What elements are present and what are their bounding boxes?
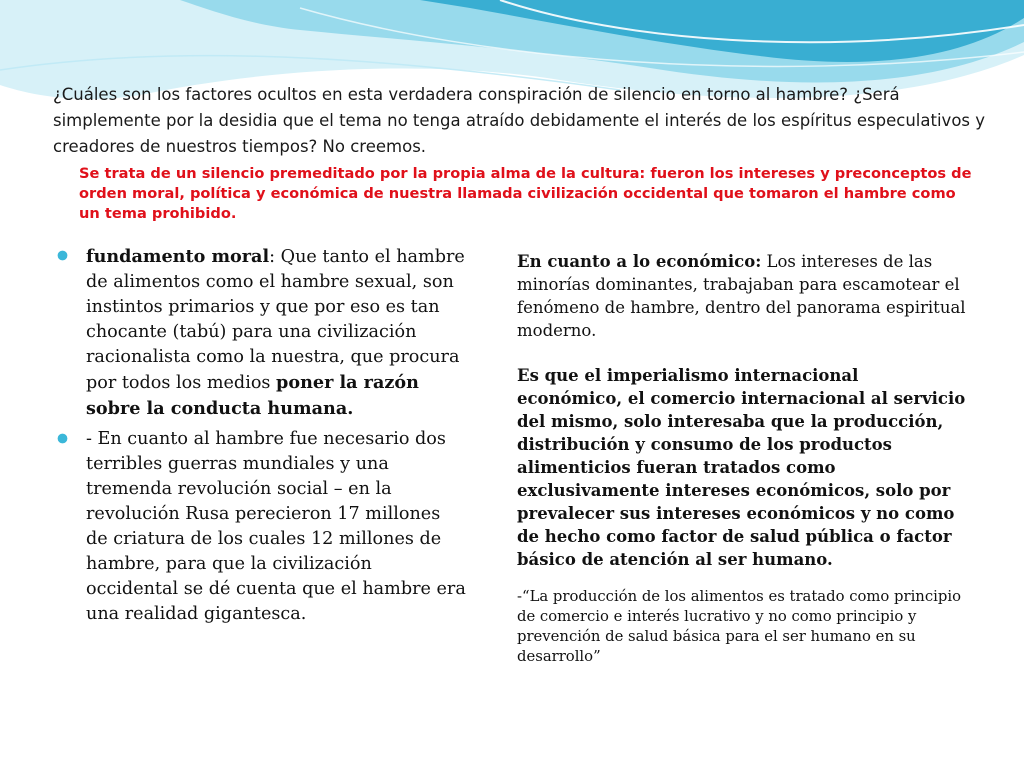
highlight-paragraph: Se trata de un silencio premeditado por la propia alma de la cultura: fueron los intereses y preconceptos de orden moral, política y económica de nuestra llamada civilización occidental que tomaron el hambre como un tema prohibido. — [79, 165, 972, 222]
round-bullet-icon — [56, 432, 69, 445]
moral-text: : Que tanto el hambre de alimentos como el hambre sexual, son instintos primarios y que por eso es tan chocante (tabú) para una civilización racionalista como la nuestra, que procura por todos los medios — [86, 247, 465, 393]
bullet-list — [56, 244, 466, 627]
list-item-wars — [56, 427, 466, 627]
intro-paragraph: ¿Cuáles son los factores ocultos en esta verdadera conspiración de silencio en torno al hambre? ¿Será simplemente por la desidia que el tema no tenga atraído debidamente el interés de los espíritus especulativos y creadores de nuestros tiempos? No creemos. — [53, 85, 986, 156]
moral-term: fundamento moral — [86, 246, 270, 267]
round-bullet-icon — [56, 249, 69, 262]
imperialism-paragraph: Es que el imperialismo internacional económico, el comercio internacional al servicio del mismo, solo interesaba que la producción, distribución y consumo de los productos alimenticios fueran tratados como exclusivamente intereses económicos, solo por prevalecer sus intereses económicos y no como de hecho como factor de salud pública o factor básico de atención al ser humano. — [517, 366, 966, 569]
economic-text: Los intereses de las minorías dominantes, trabajaban para escamotear el fenómeno de hambre, dentro del panorama espiritual moderno. — [517, 252, 966, 340]
left-column — [56, 244, 466, 632]
economic-paragraph — [517, 250, 967, 342]
economic-lead: En cuanto a lo económico: — [517, 252, 762, 271]
wars-text: - En cuanto al hambre fue necesario dos terribles guerras mundiales y una tremenda revolución social – en la revolución Rusa perecieron 17 millones de criatura de los cuales 12 millones de hambre, para que la civilización occidental se dé cuenta que el hambre era una realidad gigantesca. — [86, 429, 466, 624]
quote-paragraph: -“La producción de los alimentos es tratado como principio de comercio e interés lucrativo y no como principio y prevención de salud básica para el ser humano en su desarrollo” — [517, 588, 961, 665]
right-column — [517, 250, 967, 667]
list-item-moral — [56, 244, 466, 422]
moral-emphasis: poner la razón sobre la conducta humana. — [86, 372, 419, 419]
